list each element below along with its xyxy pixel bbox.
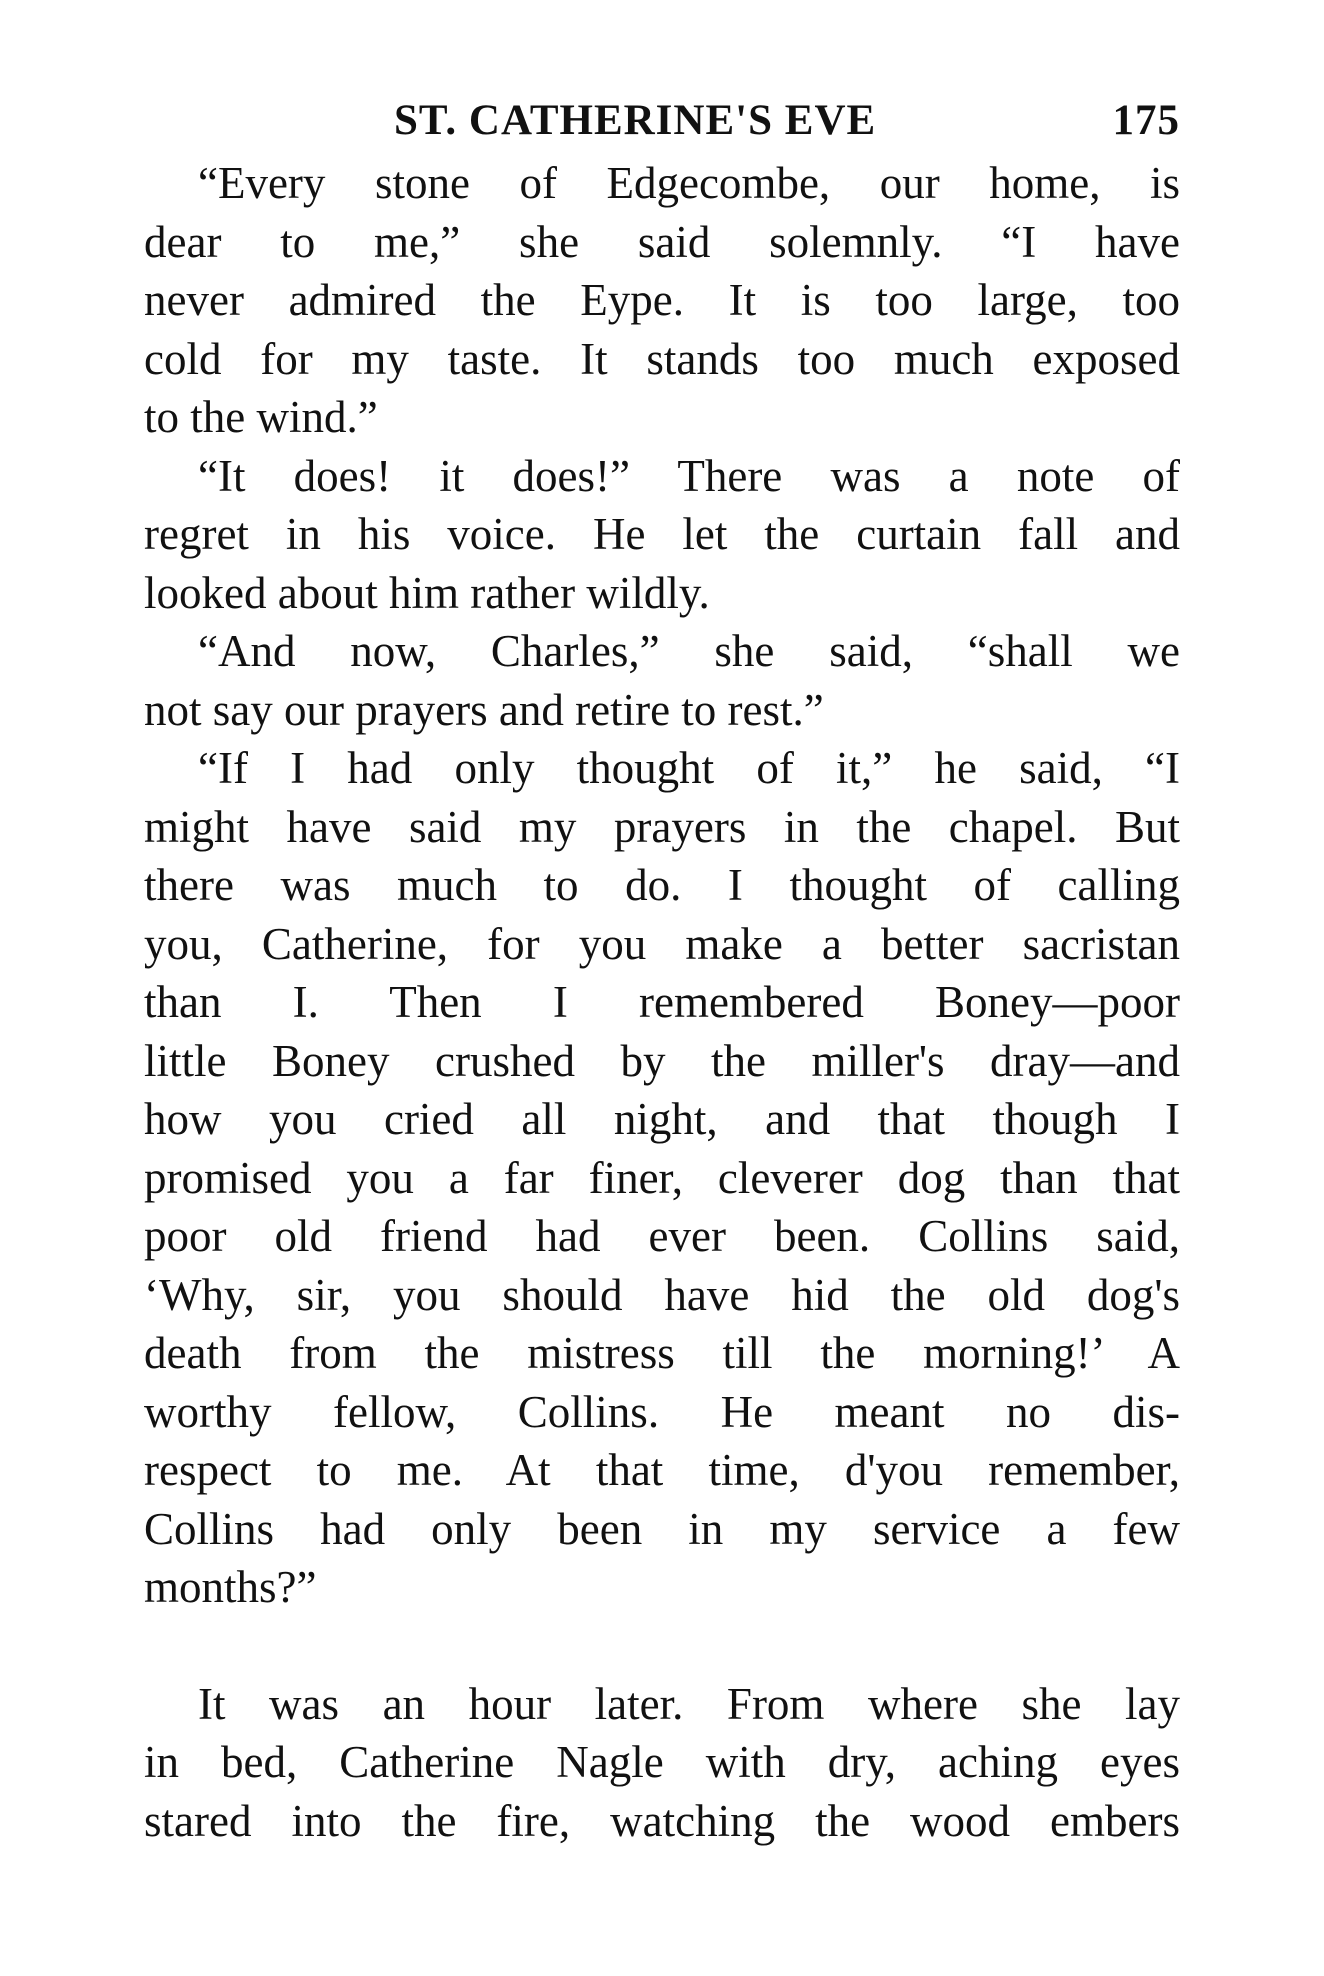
text-line: months?” bbox=[144, 1562, 317, 1612]
text-line: never admired the Eype. It is too large, too bbox=[144, 275, 1180, 325]
text-line: to the wind.” bbox=[144, 392, 378, 442]
text-line: It was an hour later. From where she lay bbox=[198, 1678, 1180, 1729]
text-line: “And now, Charles,” she said, “shall we bbox=[198, 626, 1180, 676]
running-title: ST. CATHERINE'S EVE bbox=[394, 97, 877, 144]
text-line: stared into the fire, watching the wood embers bbox=[144, 1795, 1180, 1846]
text-line: you, Catherine, for you make a better sacristan bbox=[144, 918, 1180, 969]
text-line: regret in his voice. He let the curtain fall and bbox=[144, 509, 1180, 559]
text-line: ‘Why, sir, you should have hid the old dog's bbox=[144, 1269, 1180, 1320]
section-break bbox=[144, 1617, 1180, 1675]
running-head bbox=[144, 96, 1180, 154]
book-page bbox=[144, 96, 1180, 1850]
text-line: Collins had only been in my service a few bbox=[144, 1503, 1180, 1554]
text-line: cold for my taste. It stands too much exposed bbox=[144, 333, 1180, 384]
body-text bbox=[144, 154, 1180, 1850]
page-number: 175 bbox=[1112, 97, 1180, 144]
text-line: worthy fellow, Collins. He meant no dis- bbox=[144, 1386, 1180, 1437]
text-line: “Every stone of Edgecombe, our home, is bbox=[198, 158, 1180, 208]
text-line: death from the mistress till the morning!’ A bbox=[144, 1328, 1180, 1378]
text-line: dear to me,” she said solemnly. “I have bbox=[144, 216, 1180, 267]
text-line: poor old friend had ever been. Collins said, bbox=[144, 1211, 1180, 1261]
text-line: not say our prayers and retire to rest.” bbox=[144, 684, 824, 735]
text-line: respect to me. At that time, d'you remember, bbox=[144, 1445, 1180, 1495]
text-line: “It does! it does!” There was a note of bbox=[198, 450, 1180, 501]
text-line: little Boney crushed by the miller's dray—and bbox=[144, 1035, 1180, 1086]
text-line: in bed, Catherine Nagle with dry, aching eyes bbox=[144, 1737, 1180, 1787]
text-line: “If I had only thought of it,” he said, “I bbox=[198, 743, 1180, 793]
text-line: promised you a far finer, cleverer dog than that bbox=[144, 1152, 1180, 1203]
text-line: might have said my prayers in the chapel. But bbox=[144, 801, 1180, 852]
text-line: how you cried all night, and that though I bbox=[144, 1094, 1180, 1144]
text-line: there was much to do. I thought of calling bbox=[144, 860, 1180, 910]
text-line: looked about him rather wildly. bbox=[144, 567, 710, 618]
text-line: than I. Then I remembered Boney—poor bbox=[144, 977, 1180, 1027]
